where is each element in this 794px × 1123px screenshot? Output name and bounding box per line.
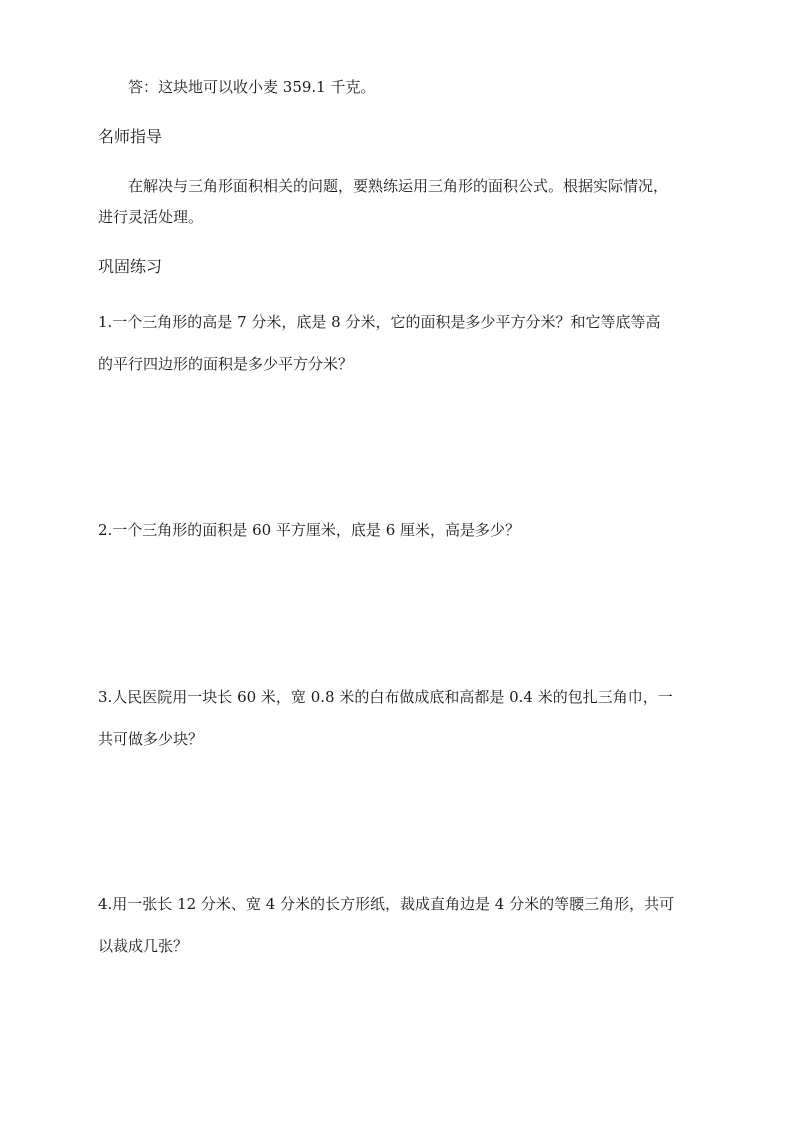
question-1-line-2: 的平行四边形的面积是多少平方分米？ xyxy=(98,355,354,373)
question-3-line-1: 3.人民医院用一块长 60 米，宽 0.8 米的白布做成底和高都是 0.4 米的包扎三角巾，一 xyxy=(98,688,673,706)
question-1-line-1: 1.一个三角形的高是 7 分米，底是 8 分米，它的面积是多少平方分米？和它等底等高 xyxy=(98,313,661,331)
guidance-text-line-1: 在解决与三角形面积相关的问题，要熟练运用三角形的面积公式。根据实际情况， xyxy=(128,177,669,195)
practice-heading: 巩固练习 xyxy=(98,257,163,276)
answer-line: 答：这块地可以收小麦 359.1 千克。 xyxy=(128,78,376,96)
guidance-heading: 名师指导 xyxy=(98,127,163,146)
question-3-line-2: 共可做多少块？ xyxy=(98,730,204,748)
question-2-line-1: 2.一个三角形的面积是 60 平方厘米，底是 6 厘米，高是多少？ xyxy=(98,521,521,539)
question-4-line-2: 以裁成几张？ xyxy=(98,937,189,955)
guidance-text-line-2: 进行灵活处理。 xyxy=(98,208,204,226)
question-4-line-1: 4.用一张长 12 分米、宽 4 分米的长方形纸，裁成直角边是 4 分米的等腰三角形，共可 xyxy=(98,895,675,913)
